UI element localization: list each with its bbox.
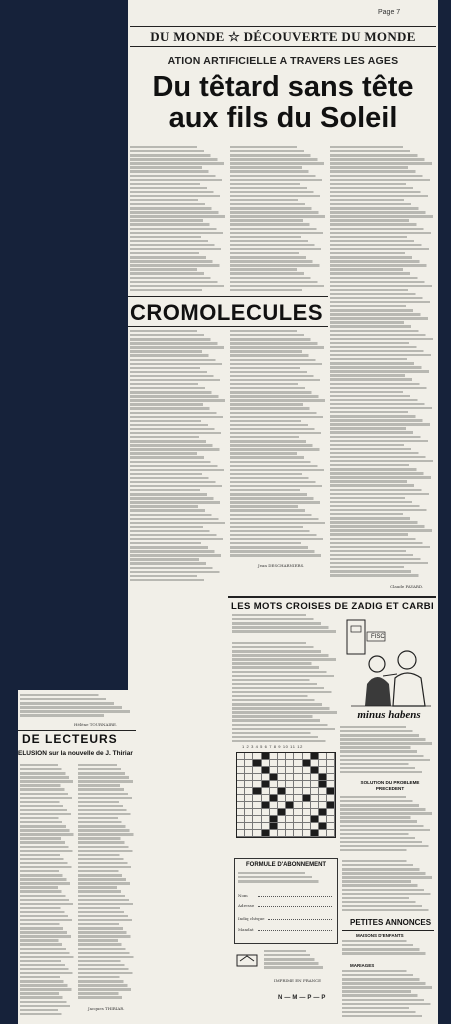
grid-cell (303, 823, 311, 830)
divider (128, 296, 328, 297)
label-cheque: Indiq chèque (238, 916, 265, 921)
grid-cell (245, 795, 253, 802)
grid-cell (278, 795, 286, 802)
grid-cell (303, 816, 311, 823)
grid-cell (278, 802, 286, 809)
grid-cell (303, 781, 311, 788)
grid-cell (262, 802, 270, 809)
printer-logo (236, 952, 258, 968)
grid-cell (286, 760, 294, 767)
article-headline (128, 72, 438, 134)
grid-cell (237, 774, 245, 781)
grid-cell (270, 781, 278, 788)
grid-cell (270, 809, 278, 816)
newspaper-page (128, 0, 438, 1024)
article2-col-1 (130, 330, 226, 585)
left-clip-signature-2: Jacques THIRIAR. (88, 1006, 125, 1011)
article-kicker: ATION ARTIFICIELLE A TRAVERS LES AGES (167, 55, 399, 67)
grid-cell (294, 753, 302, 760)
grid-cell (303, 802, 311, 809)
grid-cell (270, 802, 278, 809)
grid-cell (319, 795, 327, 802)
grid-cell (262, 781, 270, 788)
grid-cell (237, 760, 245, 767)
grid-cell (311, 774, 319, 781)
classifieds-heading-1: MAISONS D'ENFANTS (356, 933, 404, 938)
grid-cell (311, 823, 319, 830)
grid-cell (303, 753, 311, 760)
grid-cell (253, 816, 261, 823)
grid-cell (303, 795, 311, 802)
subscription-title: FORMULE D'ABONNEMENT (246, 862, 327, 868)
grid-cell (245, 823, 253, 830)
grid-cell (286, 795, 294, 802)
grid-cell (253, 767, 261, 774)
classifieds-text-1 (342, 940, 434, 960)
article2-signature: Jean DESCHARNIERS. (258, 563, 305, 568)
grid-cell (237, 823, 245, 830)
grid-cell (278, 816, 286, 823)
section-rubric: DU MONDE ☆ DÉCOUVERTE DU MONDE (130, 26, 436, 47)
grid-cell (245, 788, 253, 795)
grid-cell (262, 767, 270, 774)
divider (228, 596, 436, 598)
grid-cell (262, 774, 270, 781)
grid-cell (245, 802, 253, 809)
article1-signature: Claude FAYARD. (390, 584, 424, 589)
field-cheque[interactable] (268, 919, 332, 920)
grid-cell (270, 788, 278, 795)
solution-text (340, 796, 434, 856)
grid-cell (278, 781, 286, 788)
grid-cell (286, 767, 294, 774)
grid-cell (319, 823, 327, 830)
grid-cell (327, 767, 335, 774)
grid-cell (319, 781, 327, 788)
grid-cell (270, 760, 278, 767)
divider (128, 326, 328, 327)
grid-cell (245, 774, 253, 781)
grid-cell (294, 781, 302, 788)
grid-cell (327, 809, 335, 816)
crossword-grid (236, 752, 336, 838)
grid-cell (270, 823, 278, 830)
grid-cell (303, 774, 311, 781)
grid-cell (245, 760, 253, 767)
label-mandat: Mandat (238, 927, 254, 932)
article2-title: CROMOLECULES (130, 300, 323, 325)
cartoon-sign: FISC (371, 634, 385, 640)
grid-cell (270, 767, 278, 774)
grid-cell (327, 830, 335, 837)
grid-cell (327, 753, 335, 760)
grid-cell (278, 830, 286, 837)
grid-cell (278, 753, 286, 760)
page-number: Page 7 (378, 9, 401, 16)
subscription-intro (238, 872, 334, 888)
grid-cell (262, 788, 270, 795)
grid-cell (278, 823, 286, 830)
grid-cell (237, 802, 245, 809)
grid-cell (319, 767, 327, 774)
solution-title: SOLUTION DU PROBLEME PRECEDENT (360, 780, 420, 791)
grid-cell (262, 809, 270, 816)
grid-cell (311, 830, 319, 837)
grid-cell (294, 795, 302, 802)
grid-cell (253, 830, 261, 837)
grid-cell (286, 788, 294, 795)
grid-cell (253, 809, 261, 816)
article1-col-1 (130, 146, 226, 294)
grid-cell (294, 809, 302, 816)
grid-cell (253, 823, 261, 830)
grid-cell (237, 781, 245, 788)
grid-cell (311, 795, 319, 802)
grid-cell (245, 781, 253, 788)
crossword-title: LES MOTS CROISES DE ZADIG ET CARBI (231, 601, 435, 612)
grid-cell (319, 809, 327, 816)
grid-cell (286, 809, 294, 816)
article2-col-2 (230, 330, 326, 560)
grid-cell (270, 753, 278, 760)
grid-cell (237, 816, 245, 823)
grid-cell (286, 823, 294, 830)
headline-line-2: aux fils du Soleil (168, 102, 398, 134)
printer-imprint (264, 950, 324, 974)
left-clip-section: DE LECTEURS (22, 732, 118, 746)
grid-cell (294, 830, 302, 837)
grid-cell (286, 781, 294, 788)
divider (18, 730, 136, 731)
grid-cell (253, 788, 261, 795)
grid-cell (270, 774, 278, 781)
grid-cell (327, 774, 335, 781)
grid-column-numbers: 1 2 3 4 5 6 7 8 9 10 11 12 (242, 744, 303, 749)
left-clip-subtitle: ELUSION sur la nouvelle de J. Thiriar (18, 750, 133, 757)
grid-cell (319, 774, 327, 781)
article1-col-3 (330, 146, 434, 582)
grid-cell (286, 830, 294, 837)
grid-cell (294, 788, 302, 795)
imprint-text: IMPRIME EN FRANCE (274, 978, 322, 983)
classifieds-title: PETITES ANNONCES (350, 918, 432, 927)
grid-cell (303, 760, 311, 767)
grid-cell (237, 830, 245, 837)
grid-cell (327, 781, 335, 788)
grid-cell (237, 788, 245, 795)
crossword-clues-horizontal (232, 642, 338, 746)
crossword-clues-vertical (340, 726, 434, 776)
grid-cell (303, 767, 311, 774)
grid-cell (294, 767, 302, 774)
grid-cell (245, 753, 253, 760)
grid-cell (237, 809, 245, 816)
label-adresse: Adresse (238, 903, 255, 908)
grid-cell (286, 802, 294, 809)
left-clip-col-1 (20, 764, 74, 1020)
grid-cell (319, 816, 327, 823)
classifieds-heading-2: MARIAGES (350, 963, 375, 968)
subscription-tariffs (342, 860, 434, 916)
grid-cell (311, 788, 319, 795)
grid-cell (286, 774, 294, 781)
grid-cell (311, 760, 319, 767)
grid-cell (286, 753, 294, 760)
grid-cell (245, 830, 253, 837)
grid-cell (319, 760, 327, 767)
grid-cell (327, 760, 335, 767)
classifieds-text-2 (342, 970, 434, 1020)
grid-cell (253, 760, 261, 767)
grid-cell (303, 788, 311, 795)
grid-cell (270, 795, 278, 802)
article1-col-2 (230, 146, 326, 294)
grid-cell (278, 760, 286, 767)
cartoon-illustration (343, 614, 435, 722)
grid-cell (262, 753, 270, 760)
grid-cell (311, 802, 319, 809)
field-adresse[interactable] (258, 906, 332, 907)
cartoon-caption: minus habens (357, 709, 421, 721)
printer-mark: N—M—P—P (278, 995, 328, 1001)
label-nom: Nom (238, 893, 248, 898)
grid-cell (294, 774, 302, 781)
crossword-intro (232, 614, 338, 638)
grid-cell (253, 781, 261, 788)
grid-cell (311, 809, 319, 816)
grid-cell (319, 802, 327, 809)
field-mandat[interactable] (258, 930, 332, 931)
grid-cell (327, 816, 335, 823)
grid-cell (294, 823, 302, 830)
secondary-clipping (18, 690, 136, 1024)
grid-cell (294, 816, 302, 823)
grid-cell (278, 788, 286, 795)
grid-cell (245, 809, 253, 816)
grid-cell (278, 809, 286, 816)
grid-cell (303, 809, 311, 816)
grid-cell (278, 774, 286, 781)
grid-cell (253, 802, 261, 809)
grid-cell (253, 795, 261, 802)
grid-cell (262, 795, 270, 802)
grid-cell (327, 802, 335, 809)
divider (342, 930, 434, 931)
grid-cell (253, 753, 261, 760)
grid-cell (319, 830, 327, 837)
field-nom[interactable] (258, 896, 332, 897)
grid-cell (262, 830, 270, 837)
grid-cell (311, 816, 319, 823)
grid-cell (262, 823, 270, 830)
grid-cell (262, 816, 270, 823)
grid-cell (303, 830, 311, 837)
left-clip-col-2 (78, 764, 134, 1002)
grid-cell (270, 816, 278, 823)
background-right (440, 0, 451, 1024)
grid-cell (286, 816, 294, 823)
grid-cell (245, 816, 253, 823)
grid-cell (311, 781, 319, 788)
grid-cell (253, 774, 261, 781)
grid-cell (319, 788, 327, 795)
grid-cell (262, 760, 270, 767)
grid-cell (237, 753, 245, 760)
grid-cell (237, 795, 245, 802)
grid-cell (294, 802, 302, 809)
grid-cell (327, 788, 335, 795)
grid-cell (327, 823, 335, 830)
grid-cell (311, 767, 319, 774)
left-clip-text-top (20, 694, 132, 720)
grid-cell (245, 767, 253, 774)
grid-cell (327, 795, 335, 802)
left-clip-signature: Hélène TOURNAIRE. (74, 722, 118, 727)
grid-cell (270, 830, 278, 837)
grid-cell (294, 760, 302, 767)
headline-line-1: Du têtard sans tête (152, 71, 414, 103)
grid-cell (311, 753, 319, 760)
grid-cell (319, 753, 327, 760)
grid-cell (278, 767, 286, 774)
grid-cell (237, 767, 245, 774)
